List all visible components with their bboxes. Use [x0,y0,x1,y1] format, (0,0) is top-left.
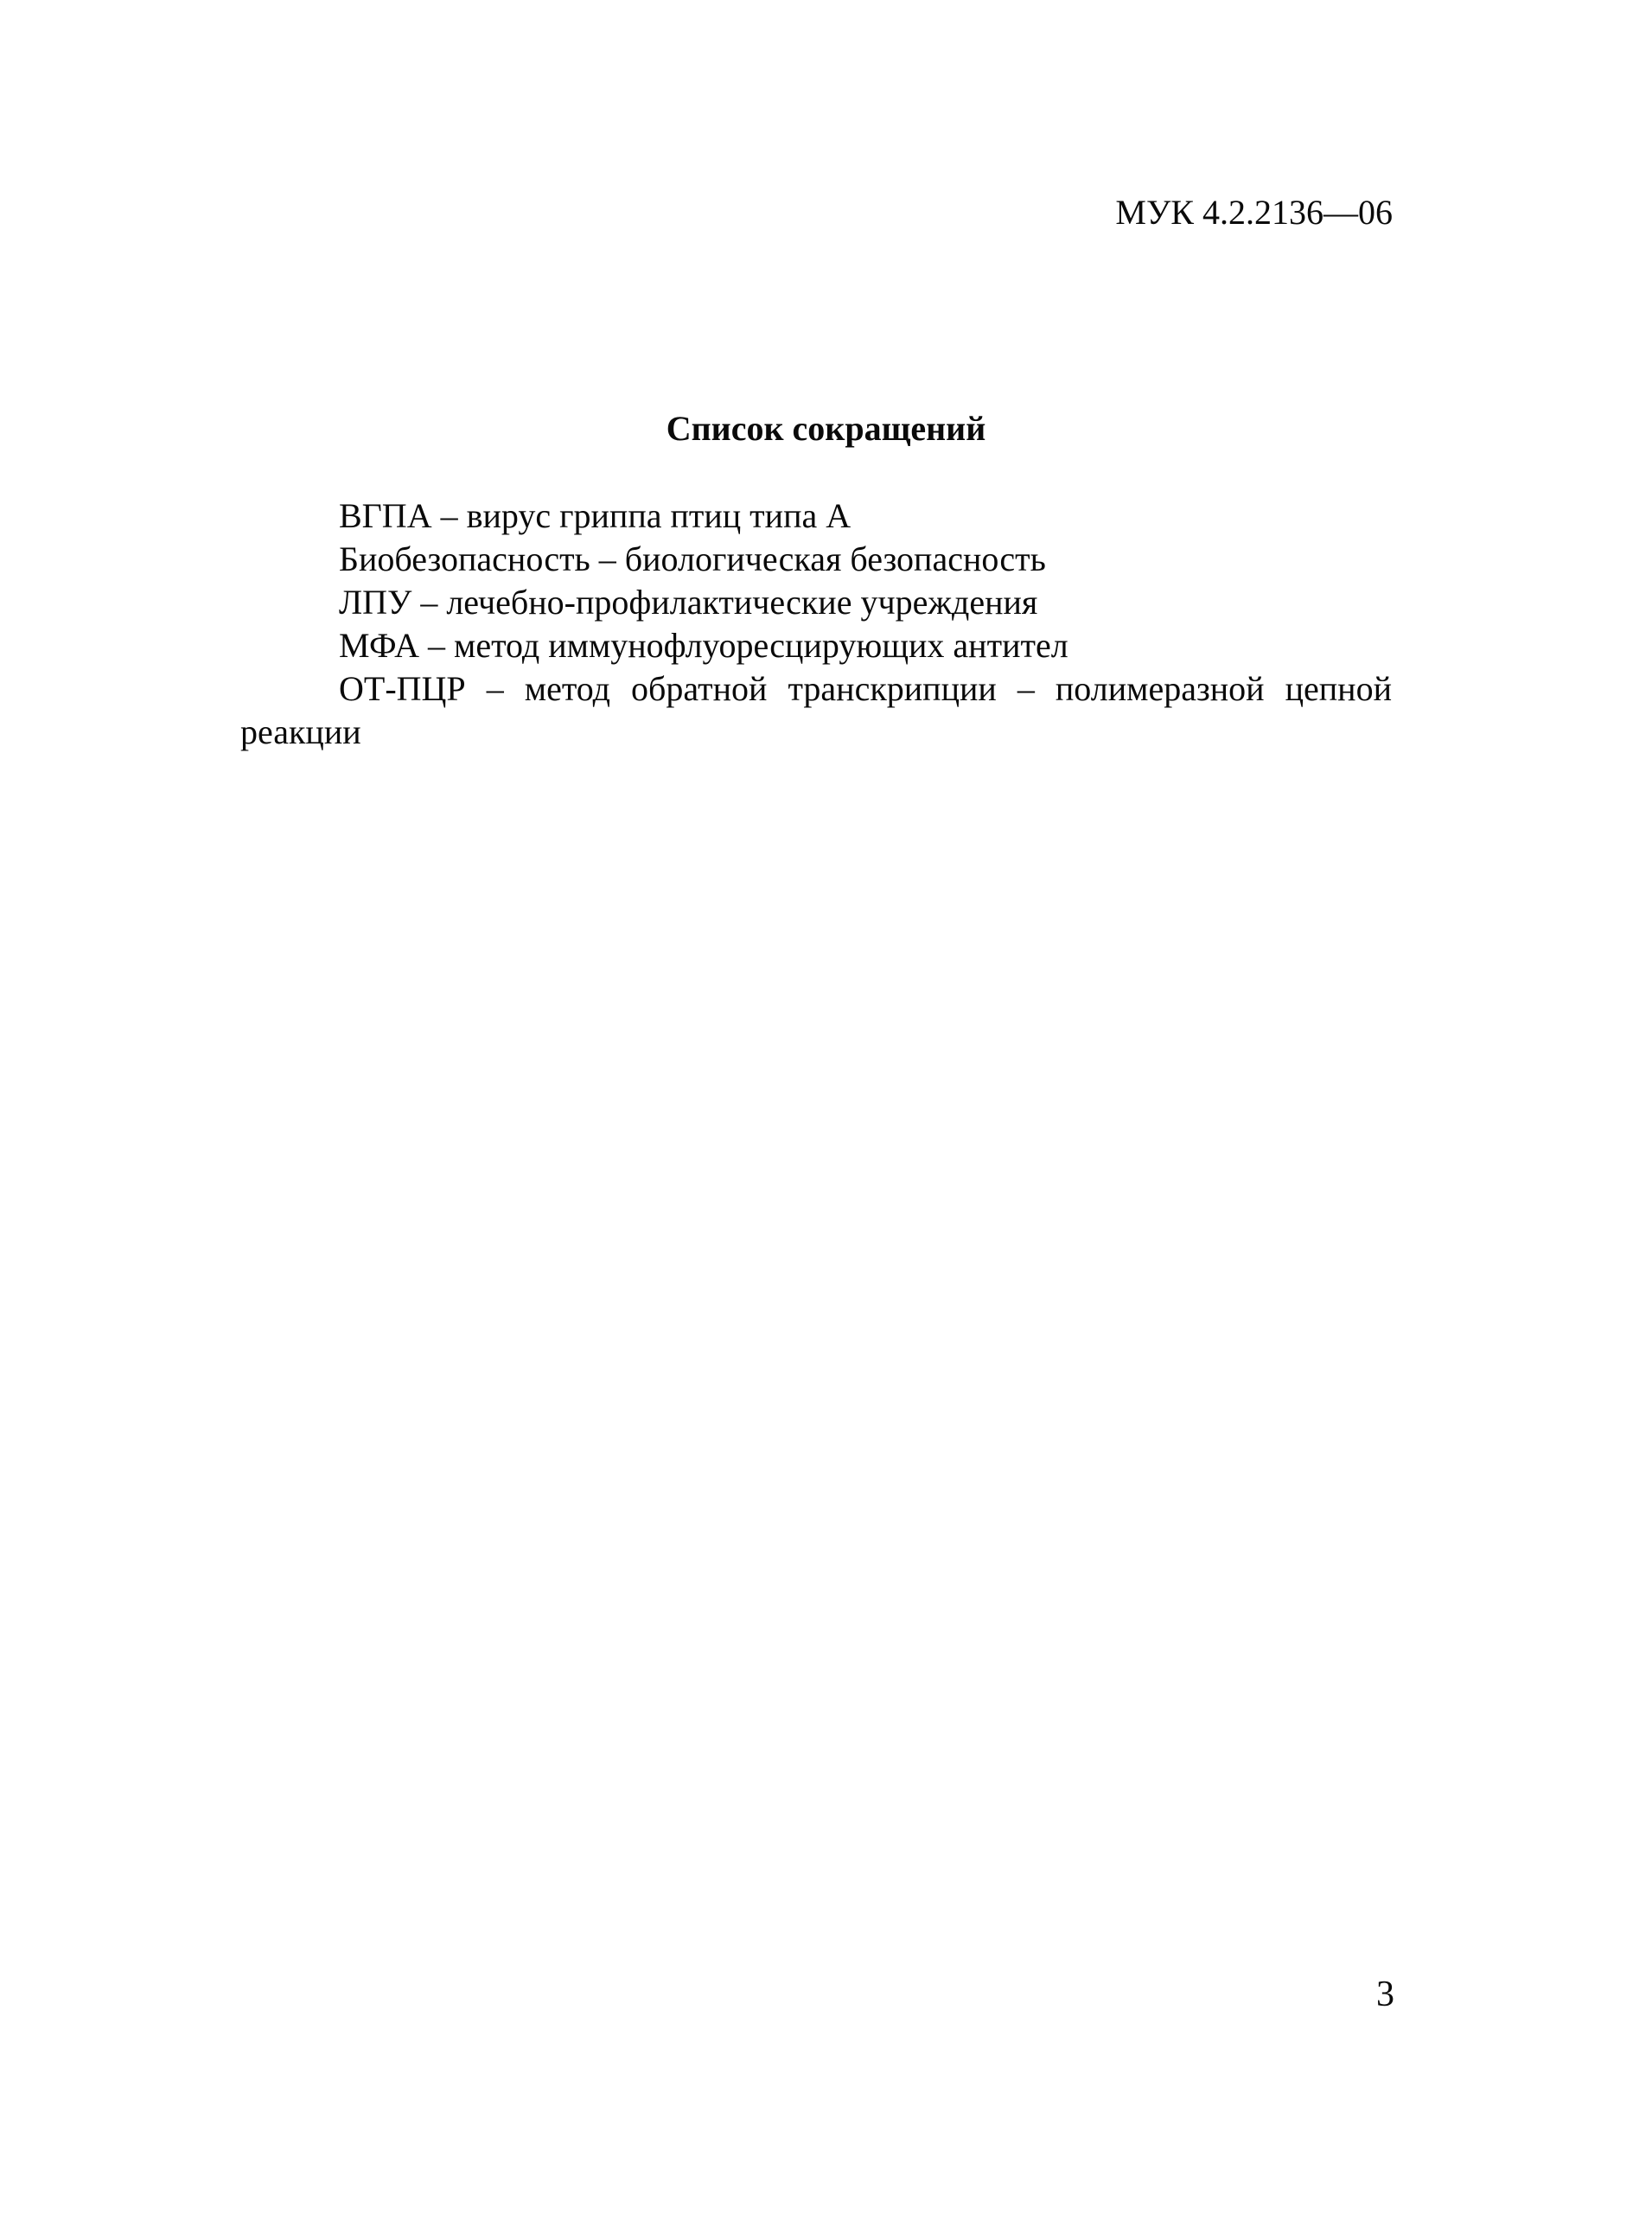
abbreviation-item: ВГПА – вирус гриппа птиц типа А [339,496,852,535]
document-code: МУК 4.2.2136—06 [1115,193,1393,232]
page-number: 3 [1376,1975,1394,2014]
abbreviation-item: МФА – метод иммунофлуоресцирующих антител [339,626,1068,665]
abbreviation-item: ОТ-ПЦР – метод обратной транскрипции – полимеразной цепной реакции [240,669,1392,751]
page-title: Список сокращений [666,409,986,448]
abbreviation-list [240,495,1392,754]
abbreviation-item: ЛПУ – лечебно-профилактические учреждения [339,583,1038,622]
abbreviation-item: Биобезопасность – биологическая безопасность [339,539,1046,578]
